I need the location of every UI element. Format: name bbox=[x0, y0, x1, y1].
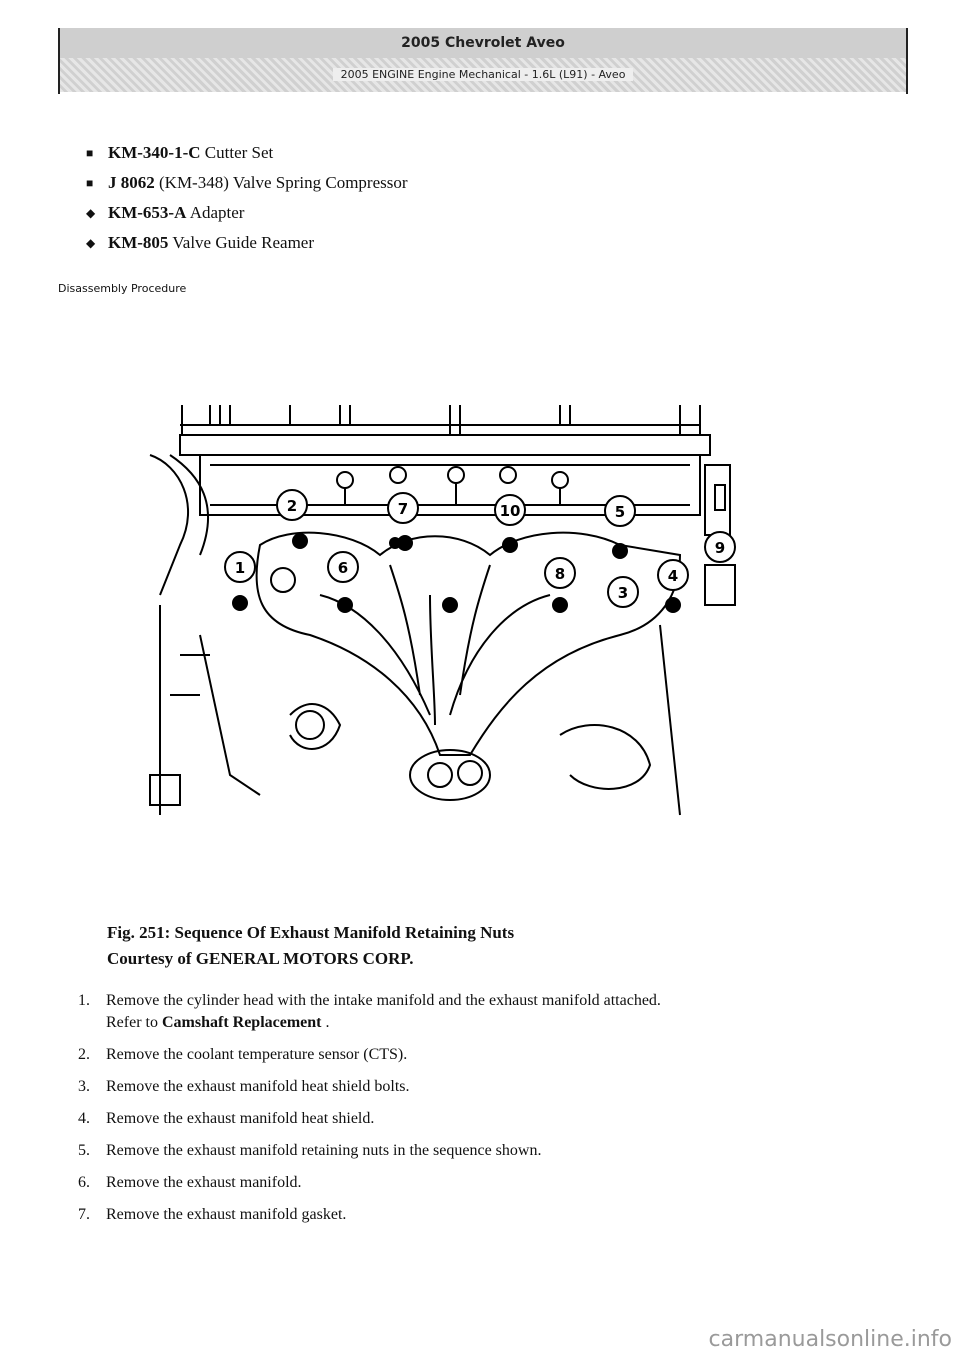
nut-label bbox=[705, 532, 735, 562]
tool-name: Adapter bbox=[189, 203, 245, 222]
tool-code: KM-653-A bbox=[108, 203, 187, 222]
special-tools-list bbox=[86, 138, 408, 258]
list-item bbox=[58, 1204, 918, 1226]
step-text: Remove the exhaust manifold. bbox=[106, 1174, 302, 1191]
header-title: 2005 Chevrolet Aveo bbox=[60, 28, 906, 58]
list-item bbox=[86, 198, 408, 228]
list-item bbox=[58, 990, 918, 1034]
header-subtitle-row bbox=[60, 58, 906, 92]
nut-label bbox=[495, 495, 525, 525]
nut-label bbox=[545, 558, 575, 588]
list-item bbox=[86, 228, 408, 258]
bullet-icon: ◆ bbox=[86, 236, 96, 250]
nut-label bbox=[328, 552, 358, 582]
step-link-prefix: Refer to bbox=[106, 1014, 162, 1031]
bullet-icon: ◆ bbox=[86, 206, 96, 220]
svg-text:6: 6 bbox=[337, 559, 349, 577]
list-item bbox=[58, 1076, 918, 1098]
svg-text:4: 4 bbox=[667, 567, 679, 585]
step-number: 6. bbox=[78, 1174, 90, 1191]
svg-text:1: 1 bbox=[234, 559, 246, 577]
caption-title: Fig. 251: Sequence Of Exhaust Manifold Retaining Nuts bbox=[107, 923, 515, 942]
step-number: 4. bbox=[78, 1110, 90, 1127]
tool-name: Valve Guide Reamer bbox=[172, 233, 315, 252]
step-number: 7. bbox=[78, 1206, 90, 1223]
step-text: Remove the cylinder head with the intake manifold and the exhaust manifold attached. bbox=[106, 992, 661, 1009]
nut-label bbox=[388, 493, 418, 523]
tool-name: (KM-348) Valve Spring Compressor bbox=[159, 173, 408, 192]
tool-code: KM-805 bbox=[108, 233, 169, 252]
svg-text:8: 8 bbox=[554, 565, 566, 583]
list-item bbox=[86, 138, 408, 168]
list-item bbox=[58, 1140, 918, 1162]
nut-label bbox=[277, 490, 307, 520]
list-item bbox=[86, 168, 408, 198]
header-subtitle: 2005 ENGINE Engine Mechanical - 1.6L (L91) - Aveo bbox=[333, 68, 634, 81]
svg-text:2: 2 bbox=[286, 497, 298, 515]
step-number: 5. bbox=[78, 1142, 90, 1159]
svg-text:5: 5 bbox=[614, 503, 626, 521]
svg-text:9: 9 bbox=[714, 539, 726, 557]
watermark: carmanualsonline.info bbox=[708, 1327, 952, 1352]
step-number: 2. bbox=[78, 1046, 90, 1063]
step-number: 1. bbox=[78, 992, 90, 1009]
camshaft-replacement-link[interactable]: Camshaft Replacement bbox=[161, 1014, 322, 1031]
caption-credit: Courtesy of GENERAL MOTORS CORP. bbox=[107, 949, 414, 968]
step-text: Remove the exhaust manifold heat shield bolts. bbox=[106, 1078, 410, 1095]
bullet-icon: ■ bbox=[86, 146, 94, 160]
nut-label bbox=[658, 560, 688, 590]
step-number: 3. bbox=[78, 1078, 90, 1095]
step-text: Remove the exhaust manifold gasket. bbox=[106, 1206, 347, 1223]
list-item bbox=[58, 1044, 918, 1066]
tool-code: KM-340-1-C bbox=[108, 143, 201, 162]
nut-label bbox=[608, 577, 638, 607]
tool-code: J 8062 bbox=[108, 173, 155, 192]
svg-text:10: 10 bbox=[499, 502, 521, 520]
svg-text:3: 3 bbox=[617, 584, 629, 602]
step-text: Remove the exhaust manifold retaining nuts in the sequence shown. bbox=[106, 1142, 542, 1159]
document-header bbox=[58, 28, 908, 94]
procedure-steps bbox=[58, 990, 918, 1236]
list-item bbox=[58, 1172, 918, 1194]
step-text: Remove the exhaust manifold heat shield. bbox=[106, 1110, 375, 1127]
nut-label bbox=[225, 552, 255, 582]
step-text: Remove the coolant temperature sensor (CTS). bbox=[106, 1046, 408, 1063]
section-label: Disassembly Procedure bbox=[58, 282, 187, 295]
step-suffix: . bbox=[321, 1014, 330, 1031]
list-item bbox=[58, 1108, 918, 1130]
nut-label bbox=[605, 496, 635, 526]
svg-text:7: 7 bbox=[397, 500, 409, 518]
exhaust-manifold-diagram bbox=[140, 395, 726, 835]
tool-name: Cutter Set bbox=[204, 143, 274, 162]
figure-caption bbox=[107, 920, 514, 972]
bullet-icon: ■ bbox=[86, 176, 94, 190]
